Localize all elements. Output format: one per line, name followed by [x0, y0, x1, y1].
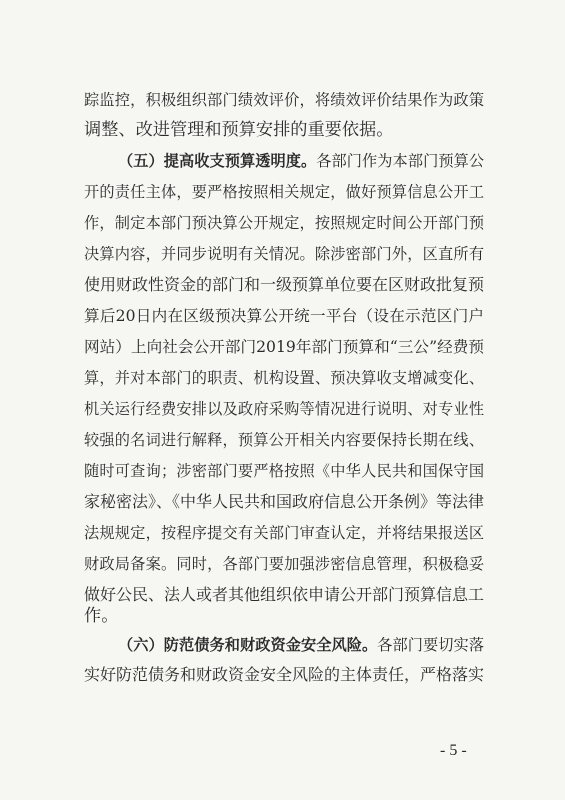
body-line: 家秘密法》、《中华人民共和国政府信息公开条例》等法律 — [84, 492, 485, 511]
body-line: 踪监控，积极组织部门绩效评价，将绩效评价结果作为政策 — [84, 91, 484, 109]
body-line: 法规规定，按程序提交有关部门审查认定，并将结果报送区 — [84, 524, 484, 542]
body-line: 作，制定本部门预决算公开规定，按照规定时间公开部门预 — [84, 214, 484, 232]
body-line: 使用财政性资金的部门和一级预算单位要在区财政批复预 — [84, 275, 485, 294]
section-heading-line: （五）提高收支预算透明度。各部门作为本部门预算公 — [118, 152, 485, 170]
body-line: 调整、改进管理和预算安排的重要依据。 — [84, 120, 394, 140]
section-heading: （五）提高收支预算透明度。 — [118, 152, 317, 170]
body-line: 作。 — [84, 606, 119, 626]
body-line: 算，并对本部门的职责、机构设置、预决算收支增减变化、 — [84, 369, 484, 387]
page-number: - 5 - — [440, 742, 467, 759]
body-line: 较强的名词进行解释，预算公开相关内容要保持长期在线、 — [84, 431, 484, 449]
body-line: 实好防范债务和财政资金安全风险的主体责任，严格落实 — [84, 665, 485, 684]
section-heading-line: （六）防范债务和财政资金安全风险。各部门要切实落 — [118, 636, 485, 654]
body-line: 网站）上向社会公开部门2019年部门预算和“三公”经费预 — [84, 338, 484, 356]
body-line: 做好公民、法人或者其他组织依申请公开部门预算信息工 — [84, 585, 485, 604]
body-line: 财政局备案。同时，各部门要加强涉密信息管理，积极稳妥 — [84, 555, 484, 573]
body-line: 机关运行经费安排以及政府采购等情况进行说明、对专业性 — [84, 400, 484, 418]
body-line: 随时可查询；涉密部门要严格按照《中华人民共和国保守国 — [84, 462, 484, 480]
body-line: 决算内容，并同步说明有关情况。除涉密部门外，区直所有 — [84, 245, 484, 263]
body-line: 算后20日内在区级预决算公开统一平台（设在示范区门户 — [84, 307, 484, 325]
section-heading: （六）防范债务和财政资金安全风险。 — [118, 636, 378, 654]
body-line: 开的责任主体，要严格按照相关规定，做好预算信息公开工 — [84, 183, 484, 201]
